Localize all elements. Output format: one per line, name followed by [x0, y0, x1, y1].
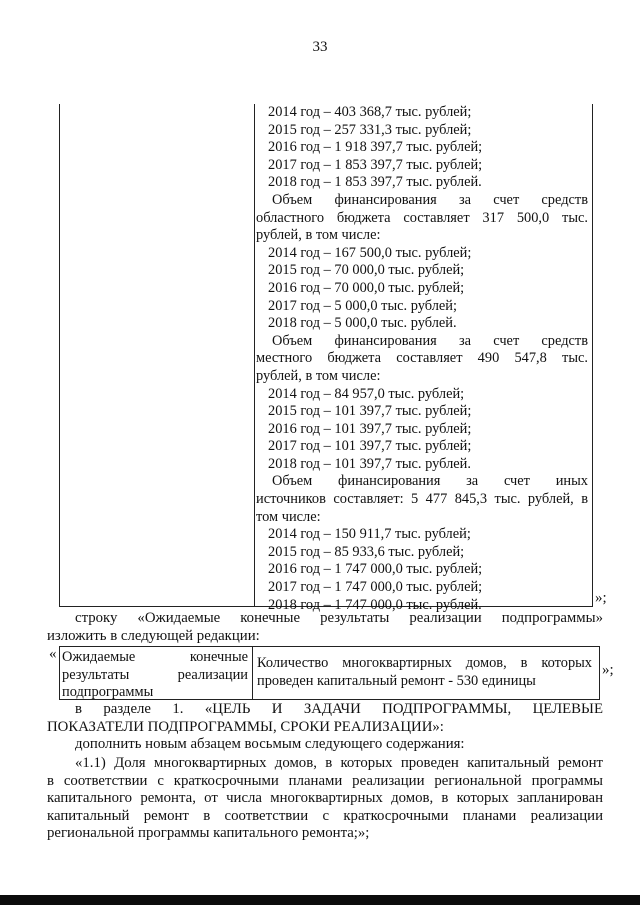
paragraph-section-1: [47, 701, 603, 754]
financing-line: 2014 год – 84 957,0 тыс. рублей;: [268, 385, 465, 402]
table-column-divider: [254, 104, 255, 606]
financing-line: Объем финансирования за счет средств: [272, 332, 588, 349]
financing-line: 2018 год – 1 853 397,7 тыс. рублей.: [268, 174, 482, 191]
results-label-line: подпрограммы: [62, 684, 154, 701]
financing-line: 2015 год – 101 397,7 тыс. рублей;: [268, 403, 472, 420]
financing-line: 2018 год – 5 000,0 тыс. рублей.: [268, 315, 457, 332]
paragraph-replace-row: [47, 610, 603, 645]
financing-line: областного бюджета составляет 317 500,0 тыс.: [256, 209, 588, 226]
financing-line: 2014 год – 167 500,0 тыс. рублей;: [268, 244, 472, 261]
results-table: [59, 646, 600, 700]
financing-line: местного бюджета составляет 490 547,8 тыс.: [256, 350, 588, 367]
financing-line: рублей, в том числе:: [256, 367, 381, 384]
financing-line: 2016 год – 1 918 397,7 тыс. рублей;: [268, 139, 483, 156]
results-value-cell: [257, 655, 592, 690]
financing-cell: [256, 104, 588, 614]
financing-line: рублей, в том числе:: [256, 227, 381, 244]
financing-line: 2018 год – 101 397,7 тыс. рублей.: [268, 455, 471, 472]
paragraph-line: дополнить новым абзацем восьмым следующего содержания:: [75, 736, 465, 753]
results-label-line: результаты реализации: [62, 666, 248, 683]
opening-quote: «: [49, 646, 57, 662]
financing-line: 2017 год – 1 747 000,0 тыс. рублей;: [268, 579, 483, 596]
paragraph-line: капитальный ремонт в соответствии с краткосрочными планами реализации: [47, 807, 603, 824]
paragraph-line: в соответствии с краткосрочными планами реализации региональной программы: [47, 772, 603, 789]
financing-line: 2015 год – 85 933,6 тыс. рублей;: [268, 543, 465, 560]
table-column-divider: [252, 647, 253, 699]
financing-line: 2015 год – 257 331,3 тыс. рублей;: [268, 121, 472, 138]
financing-line: Объем финансирования за счет средств: [272, 191, 588, 208]
financing-line: 2014 год – 403 368,7 тыс. рублей;: [268, 104, 472, 120]
financing-line: 2014 год – 150 911,7 тыс. рублей;: [268, 526, 471, 543]
page-number: 33: [312, 39, 328, 55]
paragraph-line: в разделе 1. «ЦЕЛЬ И ЗАДАЧИ ПОДПРОГРАММЫ, ЦЕЛЕВЫЕ: [75, 701, 603, 717]
closing-quote: »;: [602, 662, 614, 678]
financing-line: источников составляет: 5 477 845,3 тыс. рублей, в: [256, 491, 588, 508]
paragraph-line: капитального ремонта, от числа многоквартирных домов, в которых запланирован: [47, 790, 603, 807]
financing-table: [59, 104, 593, 613]
paragraph-line: региональной программы капитального ремонта;»;: [47, 825, 370, 842]
financing-line: 2016 год – 70 000,0 тыс. рублей;: [268, 279, 465, 296]
financing-line: 2017 год – 1 853 397,7 тыс. рублей;: [268, 156, 483, 173]
paragraph-line: ПОКАЗАТЕЛИ ПОДПРОГРАММЫ, СРОКИ РЕАЛИЗАЦИИ»:: [47, 718, 444, 735]
paragraph-line: «1.1) Доля многоквартирных домов, в которых проведен капитальный ремонт: [75, 755, 603, 771]
financing-line: 2018 год – 1 747 000,0 тыс. рублей.: [268, 596, 482, 613]
closing-quote: »;: [595, 590, 607, 606]
financing-line: 2017 год – 5 000,0 тыс. рублей;: [268, 297, 457, 314]
paragraph-line: строку «Ожидаемые конечные результаты реализации подпрограммы»: [75, 610, 603, 626]
financing-line: том числе:: [256, 508, 321, 525]
financing-line: 2015 год – 70 000,0 тыс. рублей;: [268, 262, 465, 279]
paragraph-new-item: [47, 755, 603, 843]
results-label-line: Ожидаемые конечные: [62, 649, 248, 665]
results-value-line: проведен капитальный ремонт - 530 единицы: [257, 672, 536, 689]
scan-edge-bar: [0, 895, 640, 905]
financing-line: Объем финансирования за счет иных: [272, 473, 588, 490]
financing-line: 2016 год – 1 747 000,0 тыс. рублей;: [268, 561, 483, 578]
results-label-cell: [62, 649, 248, 702]
results-value-line: Количество многоквартирных домов, в которых: [257, 655, 592, 671]
financing-line: 2016 год – 101 397,7 тыс. рублей;: [268, 420, 472, 437]
paragraph-line: изложить в следующей редакции:: [47, 627, 260, 644]
financing-line: 2017 год – 101 397,7 тыс. рублей;: [268, 438, 472, 455]
